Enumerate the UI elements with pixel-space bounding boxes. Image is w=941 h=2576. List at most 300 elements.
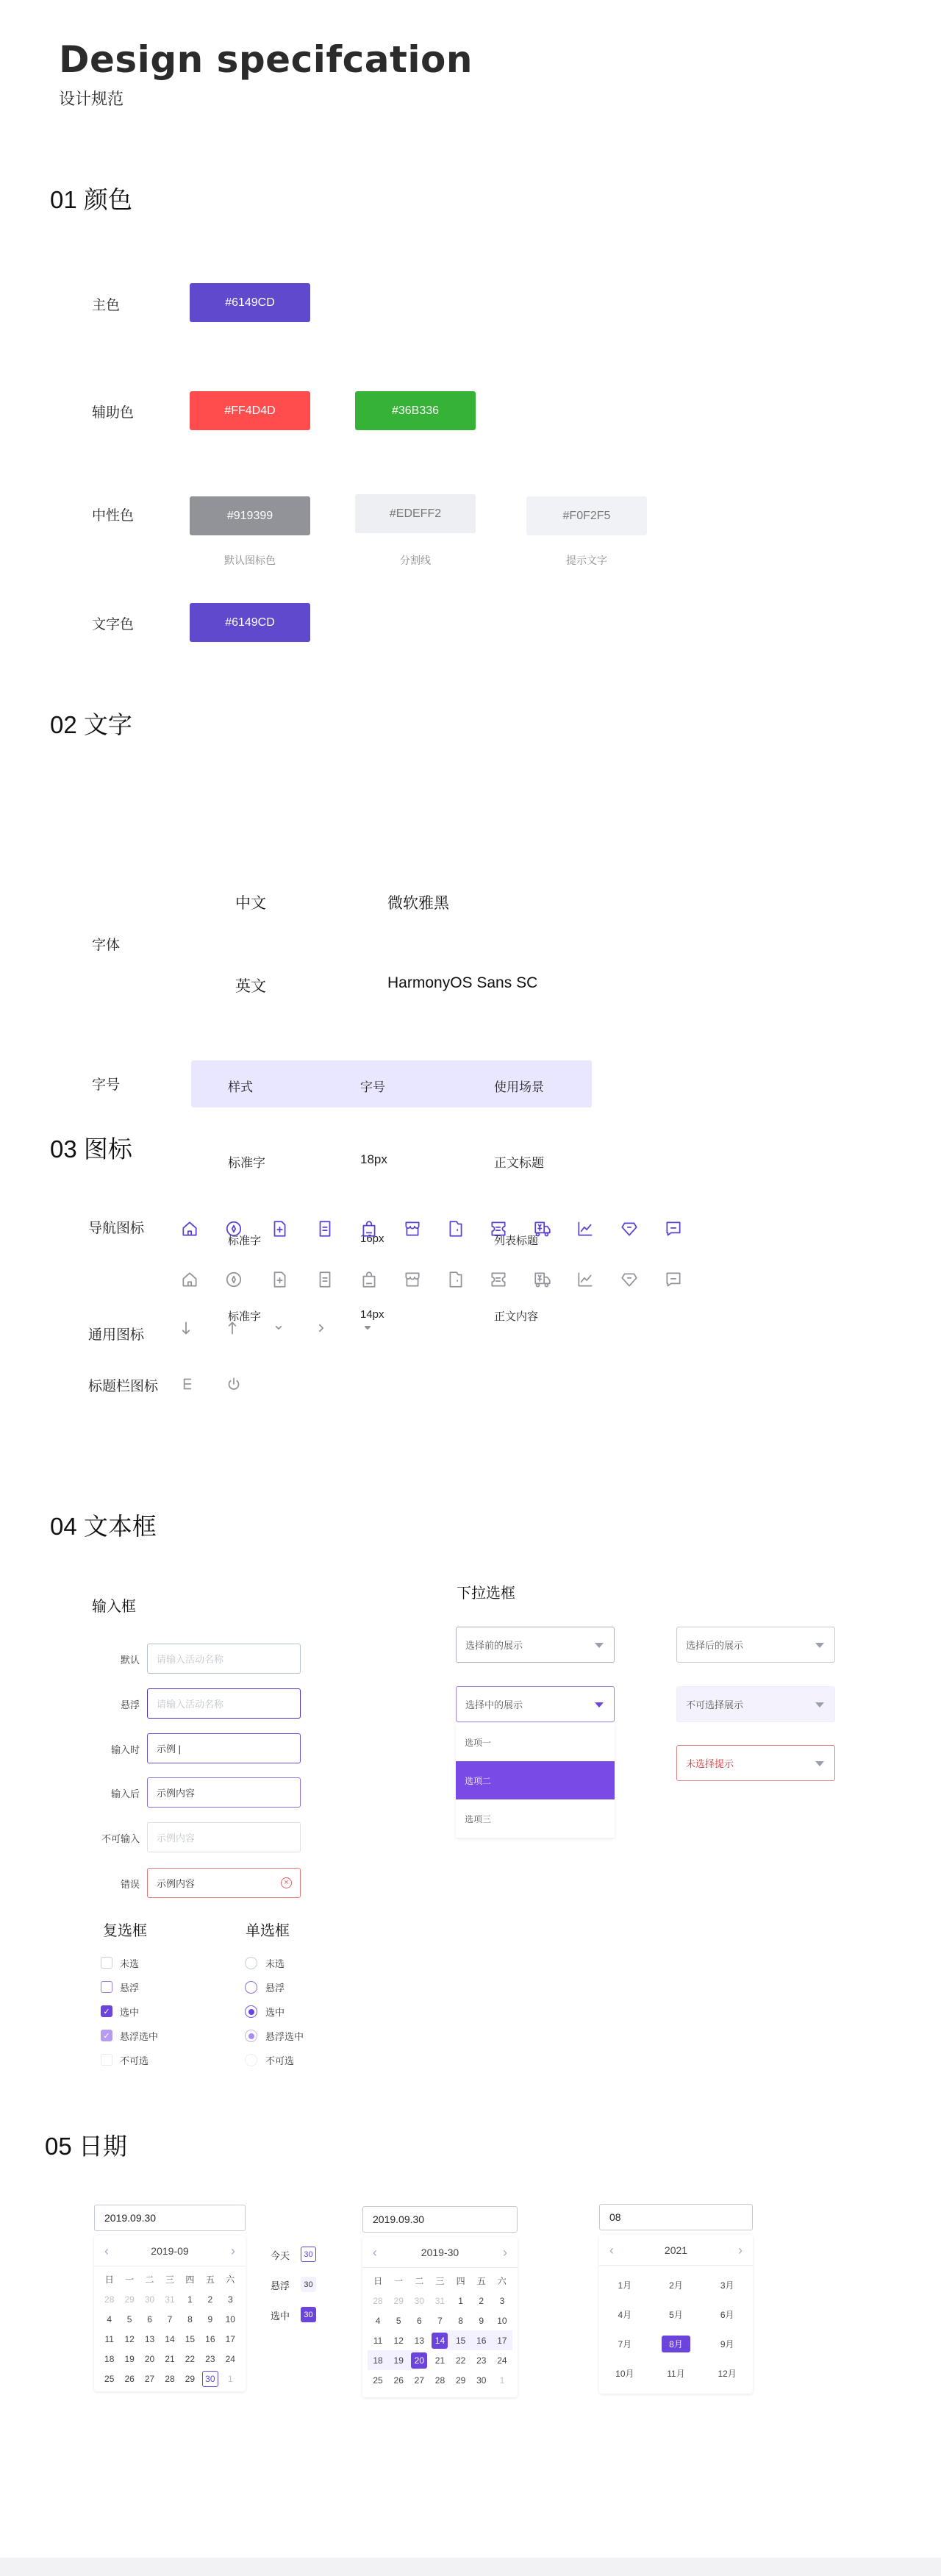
calendar-day[interactable]	[471, 2311, 492, 2330]
calendar-day-number: 18	[373, 2355, 383, 2366]
month-cell[interactable]	[599, 2358, 651, 2388]
dropdown-error[interactable]	[676, 1745, 835, 1781]
calendar-day[interactable]	[451, 2291, 471, 2311]
radio[interactable]	[245, 1981, 257, 1994]
dropdown-title: 下拉选框	[457, 1585, 515, 1602]
calendar-day[interactable]	[492, 2350, 512, 2370]
calendar-day[interactable]	[492, 2370, 512, 2390]
document-add-icon[interactable]	[270, 1270, 289, 1289]
calendar-day[interactable]	[99, 2309, 119, 2329]
calendar-day-number: 11	[104, 2333, 114, 2344]
ticket-icon[interactable]	[489, 1270, 508, 1289]
table-cell: 标准字	[228, 1235, 262, 1247]
calendar-day[interactable]	[471, 2291, 492, 2311]
arrow-up-icon[interactable]	[223, 1319, 242, 1338]
line-chart-icon[interactable]	[576, 1219, 595, 1238]
calendar-day-number: 8	[187, 2313, 193, 2325]
calendar-title: 2019-09	[151, 2244, 189, 2257]
legend-hover-day: 30	[301, 2277, 316, 2292]
weekday-label: 六	[497, 2276, 507, 2286]
calendar-day[interactable]	[409, 2370, 429, 2390]
caret-down-icon	[595, 1702, 604, 1708]
month-label: 11月	[667, 2368, 685, 2379]
calendar-grid	[362, 2268, 518, 2390]
calendar-day-number: 8	[458, 2315, 463, 2326]
neutral-color-label: 中性色	[92, 508, 135, 524]
calendar-day-number: 10	[225, 2313, 235, 2325]
message-icon[interactable]	[664, 1219, 683, 1238]
table-cell: 正文内容	[494, 1310, 539, 1323]
month-label: 4月	[618, 2309, 632, 2320]
calendar-day-number: 28	[434, 2375, 446, 2386]
input-error[interactable]: 示例内容	[147, 1868, 301, 1898]
radio[interactable]	[245, 2030, 257, 2042]
input-state-label: 默认	[120, 1655, 140, 1666]
calendar-day[interactable]	[99, 2329, 119, 2349]
weekday-label: 五	[205, 2274, 215, 2285]
calendar-day-number: 17	[497, 2335, 507, 2346]
calendar-day[interactable]	[368, 2291, 388, 2311]
power-icon[interactable]	[224, 1374, 243, 1394]
month-cell[interactable]	[651, 2358, 702, 2388]
calendar-day-number: 12	[124, 2333, 135, 2344]
calendar-day[interactable]	[140, 2309, 160, 2329]
radio-title: 单选框	[246, 1923, 290, 1939]
swatch-caption: 默认图标色	[224, 554, 276, 566]
calendar-day[interactable]	[451, 2350, 471, 2370]
calendar-day-number: 29	[455, 2375, 466, 2386]
calendar-day[interactable]	[429, 2330, 450, 2350]
dropdown-value: 选择前的展示	[465, 1640, 523, 1651]
section-typography-heading: 02 文字	[50, 711, 132, 738]
calendar-day-number: 20	[144, 2353, 155, 2364]
month-cell[interactable]	[651, 2270, 702, 2300]
calendar-day-number: 26	[393, 2375, 404, 2386]
diamond-icon[interactable]	[620, 1219, 639, 1238]
titlebar-icons-label: 标题栏图标	[88, 1379, 159, 1394]
shopping-bag-icon[interactable]	[359, 1219, 379, 1238]
date-input[interactable]: 2019.09.30	[94, 2205, 246, 2231]
calendar-day-number: 6	[417, 2315, 422, 2326]
calendar-day[interactable]	[180, 2329, 200, 2349]
swatch-caption: 分割线	[400, 554, 431, 566]
calendar-day[interactable]	[180, 2309, 200, 2329]
month-cell[interactable]	[701, 2358, 753, 2388]
calendar-day[interactable]	[200, 2289, 220, 2309]
dropdown-after[interactable]	[676, 1627, 835, 1663]
compass-icon[interactable]	[224, 1219, 243, 1238]
table-header-cell: 使用场景	[494, 1080, 544, 1094]
table-cell: 正文标题	[494, 1156, 544, 1170]
radio[interactable]	[245, 1957, 257, 1969]
month-label: 3月	[720, 2280, 734, 2291]
calendar-day[interactable]	[388, 2350, 409, 2370]
diamond-icon[interactable]	[620, 1270, 639, 1289]
month-input[interactable]: 08	[599, 2204, 753, 2230]
calendar-day[interactable]	[429, 2311, 450, 2330]
calendar-day[interactable]	[388, 2311, 409, 2330]
calendar-day[interactable]	[451, 2311, 471, 2330]
prev-chevron-icon[interactable]: ‹	[104, 2244, 109, 2258]
weekday-label: 四	[185, 2274, 195, 2285]
calendar-day-number: 31	[434, 2295, 446, 2306]
calendar-day-number: 30	[414, 2295, 425, 2306]
calendar-day[interactable]	[140, 2369, 160, 2388]
weekday-label: 一	[125, 2274, 135, 2285]
calendar-day-number: 21	[165, 2353, 175, 2364]
calendar-day[interactable]	[119, 2309, 139, 2329]
document-add-icon[interactable]	[270, 1219, 289, 1238]
document-list-icon[interactable]	[315, 1219, 334, 1238]
calendar-day-number: 7	[167, 2313, 173, 2325]
table-cell: 列表标题	[494, 1235, 539, 1247]
calendar-day[interactable]	[119, 2369, 139, 2388]
calendar-day-number: 1	[499, 2375, 505, 2386]
input-title: 输入框	[92, 1599, 136, 1615]
month-cell[interactable]	[599, 2300, 651, 2329]
calendar-day-number: 1	[458, 2295, 463, 2306]
dropdown-value: 选择后的展示	[686, 1640, 744, 1651]
radio-label: 选中	[265, 2007, 285, 2018]
calendar-day-number: 28	[104, 2294, 115, 2305]
checkbox-title: 复选框	[103, 1923, 147, 1939]
calendar-day[interactable]	[221, 2369, 240, 2388]
legend-today-day: 30	[301, 2247, 316, 2262]
font-lang: 英文	[235, 978, 266, 995]
checkbox-label: 未选	[120, 1958, 140, 1969]
font-label: 字体	[92, 938, 121, 953]
calendar-day[interactable]	[409, 2311, 429, 2330]
store-icon[interactable]	[403, 1219, 422, 1238]
calendar-day-number: 9	[479, 2315, 484, 2326]
checkbox[interactable]	[101, 1981, 112, 1993]
calendar-day[interactable]	[180, 2349, 200, 2369]
caret-down-icon	[815, 1761, 824, 1766]
calendar-day[interactable]	[409, 2291, 429, 2311]
hint-text-swatch: #F0F2F5	[526, 496, 647, 535]
font-name: HarmonyOS Sans SC	[387, 974, 538, 991]
weekday-label: 一	[394, 2276, 404, 2286]
calendar-day[interactable]	[200, 2329, 220, 2349]
success-swatch: #36B336	[355, 391, 476, 430]
calendar-day[interactable]	[471, 2330, 492, 2350]
calendar-day-number: 1	[227, 2373, 233, 2384]
icon-gray-swatch: #919399	[190, 496, 310, 535]
calendar-day[interactable]	[368, 2370, 388, 2390]
dropdown-active[interactable]	[456, 1686, 615, 1722]
checkbox-label: 悬浮选中	[120, 2031, 159, 2042]
calendar-day-number: 23	[476, 2355, 487, 2366]
input-state-label: 不可输入	[101, 1833, 140, 1844]
legend-selected-day: 30	[301, 2307, 316, 2322]
calendar-day-number: 13	[144, 2333, 155, 2344]
radio[interactable]	[245, 2005, 257, 2018]
home-icon[interactable]	[180, 1219, 199, 1238]
calendar-title: 2021	[664, 2244, 688, 2256]
calendar-day[interactable]	[119, 2349, 139, 2369]
calendar-day[interactable]	[368, 2350, 388, 2370]
calendar-day[interactable]	[492, 2291, 512, 2311]
caret-down-icon[interactable]	[358, 1319, 377, 1338]
radio-label: 未选	[265, 1958, 285, 1969]
calendar-day-number: 22	[455, 2355, 466, 2366]
chevron-right-icon[interactable]	[312, 1319, 331, 1338]
swatch-caption: 提示文字	[566, 554, 607, 566]
month-label: 6月	[720, 2309, 734, 2320]
section-textbox-heading: 04 文本框	[50, 1513, 157, 1540]
input-filled[interactable]: 示例内容	[147, 1777, 301, 1808]
calendar-day-number: 18	[104, 2353, 115, 2364]
checkbox[interactable]: ✓	[101, 2005, 112, 2017]
calendar-day[interactable]	[160, 2289, 179, 2309]
calendar-day[interactable]	[388, 2370, 409, 2390]
calendar-day[interactable]	[180, 2289, 200, 2309]
home-icon[interactable]	[180, 1270, 199, 1289]
page-subtitle: 设计规范	[59, 90, 124, 108]
calendar-day-number: 29	[185, 2373, 196, 2384]
calendar-day[interactable]	[409, 2350, 429, 2370]
prev-chevron-icon[interactable]: ‹	[609, 2243, 614, 2258]
calendar-grid	[94, 2266, 246, 2388]
checkbox	[101, 2054, 112, 2066]
next-chevron-icon[interactable]: ›	[231, 2244, 235, 2258]
calendar-day[interactable]	[200, 2349, 220, 2369]
primary-color-label: 主色	[92, 298, 121, 313]
calendar-day[interactable]	[200, 2309, 220, 2329]
radio	[245, 2054, 257, 2066]
weekday-label: 二	[415, 2276, 424, 2286]
calendar-day-number: 17	[225, 2333, 235, 2344]
calendar-day-number: 14	[165, 2333, 175, 2344]
radio-label: 不可选	[265, 2055, 295, 2066]
month-label: 10月	[615, 2368, 634, 2379]
calendar-day[interactable]	[388, 2291, 409, 2311]
weekday-label: 日	[104, 2274, 114, 2285]
calendar-day-number: 1	[187, 2294, 193, 2305]
checkbox-label: 选中	[120, 2007, 140, 2018]
calendar-day[interactable]	[200, 2369, 220, 2388]
month-label: 8月	[662, 2336, 690, 2352]
calendar-day[interactable]	[451, 2370, 471, 2390]
page-footer-bar	[0, 2558, 941, 2576]
calendar-day-number: 2	[479, 2295, 484, 2306]
calendar-day-number: 19	[124, 2353, 135, 2364]
calendar-day-number: 22	[185, 2353, 196, 2364]
calendar-day-number: 28	[373, 2295, 383, 2306]
calendar-day-number: 30	[144, 2294, 155, 2305]
calendar-day[interactable]	[471, 2370, 492, 2390]
calendar-day-number: 16	[476, 2335, 487, 2346]
calendar-day[interactable]	[221, 2349, 240, 2369]
calendar-day-number: 29	[124, 2294, 135, 2305]
calendar-day[interactable]	[221, 2289, 240, 2309]
calendar-day-number: 13	[414, 2335, 425, 2346]
calendar-day-number: 25	[373, 2375, 383, 2386]
input-typing[interactable]: 示例 |	[147, 1733, 301, 1763]
month-label: 1月	[618, 2280, 632, 2291]
calendar-day[interactable]	[160, 2369, 179, 2388]
delivery-truck-icon[interactable]	[533, 1219, 552, 1238]
calendar-day[interactable]	[119, 2289, 139, 2309]
calendar-day[interactable]	[99, 2369, 119, 2388]
dropdown-option[interactable]: 选项一	[456, 1723, 615, 1761]
auxiliary-color-label: 辅助色	[92, 405, 135, 421]
message-icon[interactable]	[664, 1270, 683, 1289]
calendar-day-number: 28	[165, 2373, 175, 2384]
month-cell[interactable]	[651, 2300, 702, 2329]
clear-error-icon[interactable]: ×	[281, 1877, 292, 1888]
month-label: 5月	[669, 2309, 683, 2320]
ticket-icon[interactable]	[489, 1219, 508, 1238]
table-cell: 16px	[360, 1232, 384, 1245]
calendar-day[interactable]	[429, 2370, 450, 2390]
calendar-day-number: 14	[432, 2333, 448, 2349]
calendar-day-number: 12	[393, 2335, 404, 2346]
date-range-input[interactable]: 2019.09.30	[362, 2206, 518, 2233]
input-state-label: 输入时	[110, 1744, 140, 1755]
calendar-day-number: 19	[393, 2355, 404, 2366]
month-cell[interactable]	[701, 2300, 753, 2329]
calendar-day-number: 26	[124, 2373, 135, 2384]
input-hover[interactable]: 请输入活动名称	[147, 1688, 301, 1719]
store-icon[interactable]	[403, 1270, 422, 1289]
checkbox[interactable]	[101, 1957, 112, 1969]
calendar-day[interactable]	[140, 2349, 160, 2369]
calendar-day[interactable]	[99, 2349, 119, 2369]
calendar-day[interactable]	[429, 2291, 450, 2311]
folder-icon[interactable]	[446, 1219, 465, 1238]
calendar-day[interactable]	[180, 2369, 200, 2388]
calendar-day-number: 4	[375, 2315, 381, 2326]
table-header-cell: 样式	[228, 1080, 253, 1094]
calendar-day[interactable]	[451, 2330, 471, 2350]
calendar-day-number: 3	[499, 2295, 505, 2306]
calendar-day-number: 23	[205, 2353, 215, 2364]
table-cell: 标准字	[228, 1156, 265, 1170]
calendar-day[interactable]	[409, 2330, 429, 2350]
calendar-day-number: 3	[227, 2294, 233, 2305]
prev-chevron-icon[interactable]: ‹	[373, 2245, 377, 2260]
month-cell[interactable]	[599, 2329, 651, 2358]
calendar-day[interactable]	[388, 2330, 409, 2350]
line-chart-icon[interactable]	[576, 1270, 595, 1289]
calendar-day[interactable]	[140, 2289, 160, 2309]
folder-icon[interactable]	[446, 1270, 465, 1289]
month-label: 12月	[718, 2368, 737, 2379]
caret-down-icon	[815, 1702, 824, 1708]
calendar-day[interactable]	[160, 2329, 179, 2349]
month-cell[interactable]	[599, 2270, 651, 2300]
table-header-cell: 字号	[360, 1080, 385, 1094]
calendar-title: 2019-30	[421, 2246, 459, 2258]
calendar-day[interactable]	[368, 2311, 388, 2330]
menu-icon[interactable]	[178, 1374, 197, 1394]
calendar-day[interactable]	[492, 2330, 512, 2350]
next-chevron-icon[interactable]: ›	[503, 2245, 507, 2260]
dropdown-value: 选择中的展示	[465, 1699, 523, 1710]
date-range-panel	[362, 2237, 518, 2397]
calendar-day-number: 27	[414, 2375, 425, 2386]
section-colors-heading: 01 颜色	[50, 186, 132, 213]
checkbox[interactable]: ✓	[101, 2030, 112, 2041]
size-label: 字号	[92, 1077, 121, 1093]
month-label: 7月	[618, 2338, 632, 2350]
next-chevron-icon[interactable]: ›	[738, 2243, 743, 2258]
input-state-label: 悬浮	[120, 1699, 140, 1710]
input-default[interactable]: 请输入活动名称	[147, 1644, 301, 1674]
calendar-day-number: 20	[411, 2352, 427, 2369]
calendar-day-number: 24	[225, 2353, 235, 2364]
input-state-label: 错误	[120, 1879, 140, 1890]
dropdown-option[interactable]: 选项三	[456, 1799, 615, 1838]
document-list-icon[interactable]	[315, 1270, 334, 1289]
calendar-day-number: 16	[205, 2333, 215, 2344]
calendar-day[interactable]	[221, 2329, 240, 2349]
calendar-day[interactable]	[471, 2350, 492, 2370]
calendar-day[interactable]	[140, 2329, 160, 2349]
calendar-day[interactable]	[429, 2350, 450, 2370]
arrow-down-icon[interactable]	[176, 1319, 196, 1338]
calendar-day[interactable]	[492, 2311, 512, 2330]
compass-icon[interactable]	[224, 1270, 243, 1289]
calendar-day-number: 25	[104, 2373, 115, 2384]
checkbox-label: 不可选	[120, 2055, 149, 2066]
page-title: Design specifcation	[59, 38, 473, 81]
dropdown-disabled	[676, 1686, 835, 1722]
weekday-label: 六	[226, 2274, 235, 2285]
general-icons-label: 通用图标	[88, 1327, 145, 1343]
delivery-truck-icon[interactable]	[533, 1270, 552, 1289]
weekday-label: 日	[373, 2276, 383, 2286]
legend-label: 今天	[271, 2250, 290, 2261]
month-label: 2月	[669, 2280, 683, 2291]
month-cell[interactable]	[651, 2329, 702, 2358]
shopping-bag-icon[interactable]	[359, 1270, 379, 1289]
caret-down-icon	[595, 1643, 604, 1648]
text-color-swatch: #6149CD	[190, 603, 310, 642]
calendar-day-number: 15	[185, 2333, 196, 2344]
calendar-header	[362, 2237, 518, 2268]
radio-label: 悬浮	[265, 1983, 285, 1994]
dropdown-before[interactable]	[456, 1627, 615, 1663]
divider-swatch: #EDEFF2	[355, 494, 476, 533]
month-cell[interactable]	[701, 2270, 753, 2300]
calendar-day[interactable]	[368, 2330, 388, 2350]
calendar-day-number: 6	[147, 2313, 152, 2325]
section-date-heading: 05 日期	[45, 2133, 127, 2160]
calendar-day[interactable]	[160, 2309, 179, 2329]
chevron-down-icon[interactable]	[269, 1319, 288, 1338]
month-cell[interactable]	[701, 2329, 753, 2358]
calendar-day[interactable]	[119, 2329, 139, 2349]
weekday-label: 四	[456, 2276, 465, 2286]
calendar-day[interactable]	[160, 2349, 179, 2369]
section-icons-heading: 03 图标	[50, 1135, 132, 1163]
font-lang: 中文	[235, 895, 266, 912]
calendar-day-number: 11	[373, 2335, 383, 2346]
calendar-day-number: 4	[107, 2313, 112, 2325]
calendar-day-number: 9	[207, 2313, 213, 2325]
calendar-header	[94, 2236, 246, 2266]
dropdown-option-selected[interactable]: 选项二	[456, 1761, 615, 1799]
dropdown-value: 未选择提示	[686, 1758, 734, 1769]
calendar-day[interactable]	[221, 2309, 240, 2329]
calendar-day-number: 5	[126, 2313, 132, 2325]
calendar-day-number: 21	[434, 2355, 446, 2366]
nav-icons-label: 导航图标	[88, 1221, 145, 1236]
calendar-day[interactable]	[99, 2289, 119, 2309]
legend-label: 选中	[271, 2311, 290, 2322]
